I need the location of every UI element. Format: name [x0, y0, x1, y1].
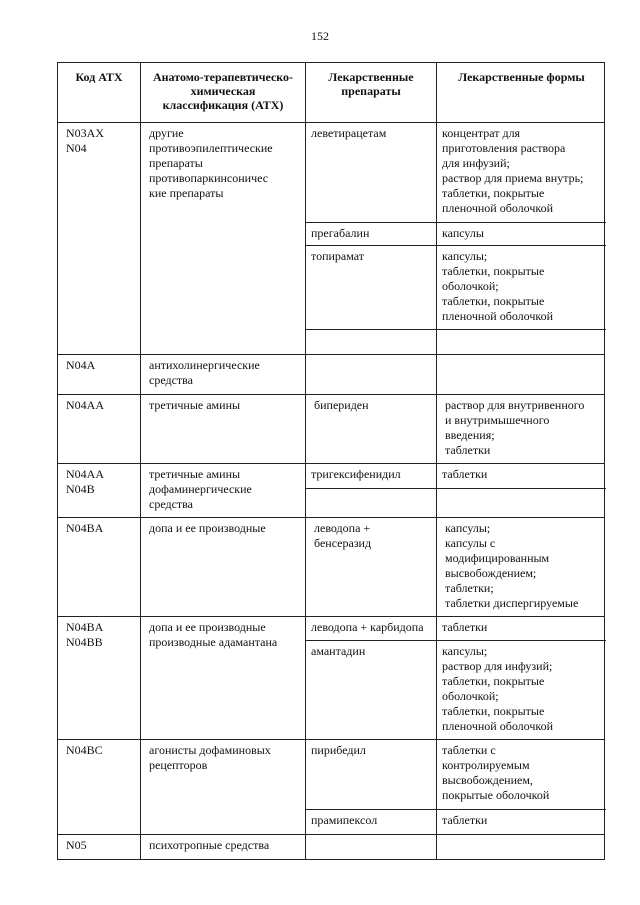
drug-forms: капсулы; таблетки, покрытые оболочкой; таблетки, покрытые пленочной оболочкой — [442, 249, 554, 323]
atc-code: N04BC — [58, 740, 141, 834]
atc-class: третичные амины дофаминергические средства — [141, 464, 306, 517]
table-row — [57, 464, 605, 518]
drug-name: топирамат — [306, 246, 437, 329]
drug-forms — [437, 835, 606, 859]
atc-class: психотропные средства — [141, 835, 306, 859]
header-drugs: Лекарственные препараты — [306, 63, 437, 122]
atc-class: другие противоэпилептические препараты противопаркинсоничес кие препараты — [141, 123, 306, 354]
drug-forms: капсулы; раствор для инфузий; таблетки, покрытые оболочкой; таблетки, покрытые пленочной оболочкой — [442, 644, 554, 733]
drug-name: леводопа + карбидопа — [306, 617, 437, 640]
header-classification: Анатомо-терапевтическо- химическая классификация (АТХ) — [141, 63, 306, 122]
drug-name: прамипексол — [306, 810, 437, 834]
atc-code: N04AA — [58, 395, 141, 463]
drug-name: леветирацетам — [306, 123, 437, 222]
table-row — [57, 355, 605, 395]
atc-class: допа и ее производные — [141, 518, 306, 616]
table-row — [57, 518, 605, 617]
drug-forms — [437, 330, 606, 354]
header-forms: Лекарственные формы — [458, 70, 585, 84]
drug-forms: раствор для внутривенного и внутримышечного введения; таблетки — [445, 398, 585, 457]
atc-code: N04A — [58, 355, 141, 394]
drug-name: бипериден — [306, 395, 437, 463]
atc-code: N05 — [58, 835, 141, 859]
atc-class: третичные амины — [141, 395, 306, 463]
drug-name — [306, 489, 437, 517]
table-row — [57, 835, 605, 860]
table-header — [57, 62, 605, 123]
drug-name: прегабалин — [306, 223, 437, 245]
drug-forms — [437, 355, 606, 394]
drug-forms: капсулы — [442, 226, 484, 240]
drug-name: амантадин — [306, 641, 437, 739]
drug-forms: концентрат для приготовления раствора для инфузий; раствор для приема внутрь; таблетки, покрытые пленочной оболочкой — [442, 126, 584, 215]
atc-table — [57, 62, 605, 860]
atc-code: N04AA N04B — [58, 464, 141, 517]
table-row — [57, 395, 605, 464]
table-row — [57, 123, 605, 355]
table-row — [57, 740, 605, 835]
header-code: Код АТХ — [58, 63, 141, 122]
atc-class: антихолинергические средства — [141, 355, 306, 394]
atc-class: допа и ее производные производные адамантана — [141, 617, 306, 739]
drug-forms: таблетки с контролируемым высвобождением, покрытые оболочкой — [442, 743, 550, 802]
drug-forms: таблетки — [442, 813, 488, 827]
table-row — [57, 617, 605, 740]
atc-class: агонисты дофаминовых рецепторов — [141, 740, 306, 834]
drug-forms: таблетки — [442, 620, 488, 634]
drug-name — [306, 330, 437, 354]
drug-forms: капсулы; капсулы с модифицированным высвобождением; таблетки; таблетки диспергируемые — [445, 521, 579, 610]
drug-name: тригексифенидил — [306, 464, 437, 488]
atc-code: N04BA — [58, 518, 141, 616]
drug-name: леводопа + бенсеразид — [306, 518, 437, 616]
drug-forms: таблетки — [442, 467, 488, 481]
drug-forms — [437, 489, 606, 517]
atc-code: N03AX N04 — [58, 123, 141, 354]
page-number: 152 — [311, 29, 329, 43]
drug-name — [306, 835, 437, 859]
atc-code: N04BA N04BB — [58, 617, 141, 739]
drug-name: пирибедил — [306, 740, 437, 809]
drug-name — [306, 355, 437, 394]
